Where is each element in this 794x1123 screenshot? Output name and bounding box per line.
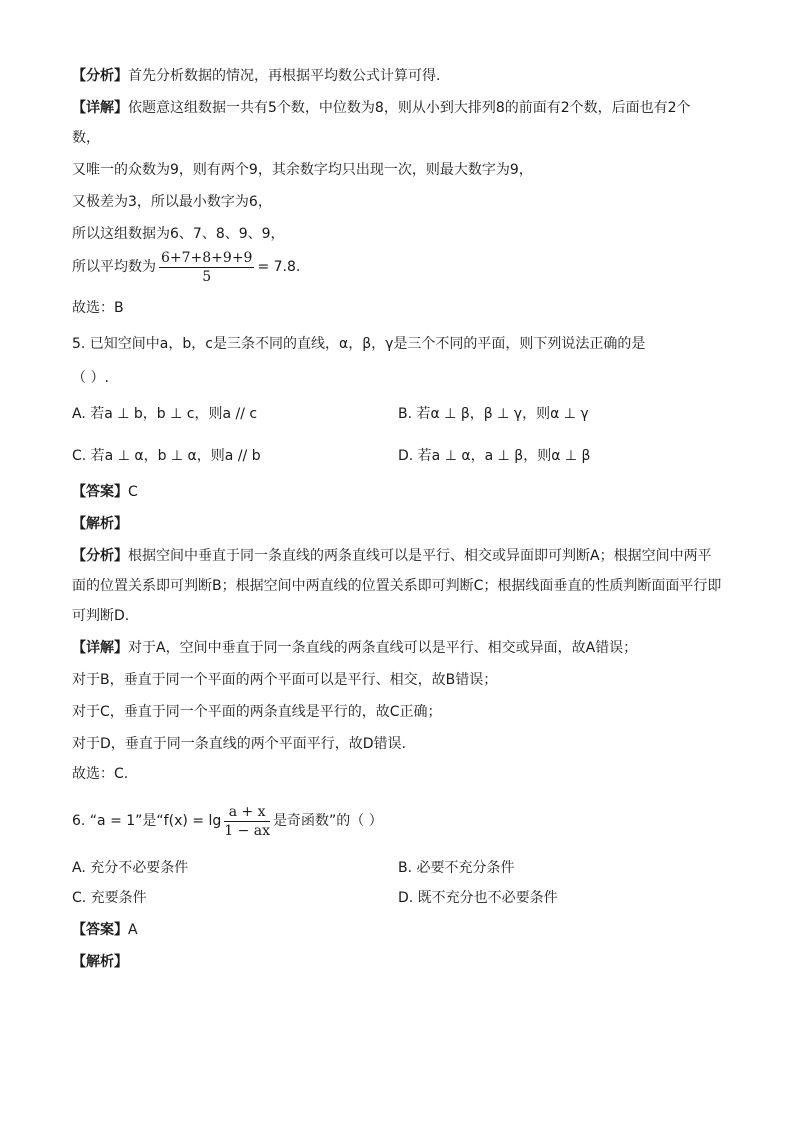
q5-detail-line-3: 对于C，垂直于同一个平面的两条直线是平行的，故C正确； bbox=[72, 704, 442, 720]
q6-fraction bbox=[224, 803, 270, 840]
q5-answer-line bbox=[72, 482, 138, 502]
q5-detail-text-1: 对于A，空间中垂直于同一条直线的两条直线可以是平行、相交或异面，故A错误； bbox=[128, 640, 638, 656]
q5-analysis-text-1: 根据空间中垂直于同一条直线的两条直线可以是平行、相交或异面即可判断A；根据空间中两平 bbox=[128, 548, 712, 564]
q5-stem-line-1: 5. 已知空间中a，b，c是三条不同的直线，α，β，γ是三个不同的平面，则下列说法正确的是 bbox=[72, 336, 646, 352]
q5-detail-line-4: 对于D，垂直于同一条直线的两个平面平行，故D错误. bbox=[72, 736, 407, 752]
q6-stem-prefix: 6. “a = 1”是“f(x) = lg bbox=[72, 813, 222, 829]
p4-mean-result: = 7.8. bbox=[257, 259, 301, 275]
p4-choice: 故选：B bbox=[72, 300, 124, 316]
p4-mean-line bbox=[72, 248, 300, 286]
q5-analysis-line-3: 可判断D. bbox=[72, 608, 130, 624]
q5-detail-line-2: 对于B，垂直于同一个平面的两个平面可以是平行、相交，故B错误； bbox=[72, 672, 498, 688]
p4-mean-numerator: 6+7+8+9+9 bbox=[161, 249, 253, 266]
q6-option-c: C. 充要条件 bbox=[72, 890, 147, 906]
q5-answer-value: C bbox=[128, 484, 138, 500]
p4-mean-denominator: 5 bbox=[202, 268, 212, 285]
q6-option-b: B. 必要不充分条件 bbox=[398, 860, 515, 876]
q6-fraction-denominator: 1 − ax bbox=[224, 822, 271, 839]
p4-detail-line-4: 又极差为3，所以最小数字为6， bbox=[72, 194, 272, 210]
q6-jiexi-heading: 【解析】 bbox=[72, 954, 128, 970]
q5-answer-tag: 【答案】 bbox=[72, 484, 128, 500]
p4-detail-text-1: 依题意这组数据一共有5个数，中位数为8，则从小到大排列8的前面有2个数，后面也有2个 bbox=[128, 100, 691, 116]
q6-stem bbox=[72, 802, 383, 840]
q6-fraction-numerator: a + x bbox=[224, 803, 270, 822]
q6-option-d: D. 既不充分也不必要条件 bbox=[398, 890, 558, 906]
q5-option-d: D. 若a ⊥ α，a ⊥ β，则α ⊥ β bbox=[398, 448, 591, 464]
q5-choice: 故选：C. bbox=[72, 766, 129, 782]
p4-detail-line-2: 数， bbox=[72, 130, 100, 146]
q6-answer-value: A bbox=[128, 922, 138, 938]
p4-mean-fraction bbox=[159, 249, 254, 286]
q5-option-b: B. 若α ⊥ β，β ⊥ γ，则α ⊥ γ bbox=[398, 406, 589, 422]
p4-analysis-tag: 【分析】 bbox=[72, 68, 128, 84]
q5-analysis-tag: 【分析】 bbox=[72, 548, 128, 564]
q5-analysis-line-2: 面的位置关系即可判断B；根据空间中两直线的位置关系即可判断C；根据线面垂直的性质判断面面平行即 bbox=[72, 578, 722, 594]
q5-detail-line-1 bbox=[72, 638, 637, 658]
q6-stem-suffix: 是奇函数”的（ ） bbox=[273, 813, 383, 829]
p4-detail-line-1 bbox=[72, 98, 691, 118]
p4-mean-prefix: 所以平均数为 bbox=[72, 259, 156, 275]
q5-option-c: C. 若a ⊥ α，b ⊥ α，则a // b bbox=[72, 448, 261, 464]
p4-analysis-text: 首先分析数据的情况，再根据平均数公式计算可得. bbox=[128, 68, 441, 84]
q6-answer-tag: 【答案】 bbox=[72, 922, 128, 938]
q5-option-a: A. 若a ⊥ b，b ⊥ c，则a // c bbox=[72, 406, 258, 422]
q5-stem-line-2: （ ）. bbox=[72, 370, 109, 386]
q6-answer-line bbox=[72, 920, 138, 940]
q5-analysis-line-1 bbox=[72, 546, 712, 566]
q5-detail-tag: 【详解】 bbox=[72, 640, 128, 656]
p4-detail-tag: 【详解】 bbox=[72, 100, 128, 116]
q5-jiexi-heading: 【解析】 bbox=[72, 516, 128, 532]
p4-analysis-line bbox=[72, 66, 440, 86]
p4-detail-line-5: 所以这组数据为6、7、8、9、9， bbox=[72, 226, 285, 242]
q6-option-a: A. 充分不必要条件 bbox=[72, 860, 189, 876]
p4-detail-line-3: 又唯一的众数为9，则有两个9，其余数字均只出现一次，则最大数字为9， bbox=[72, 162, 533, 178]
